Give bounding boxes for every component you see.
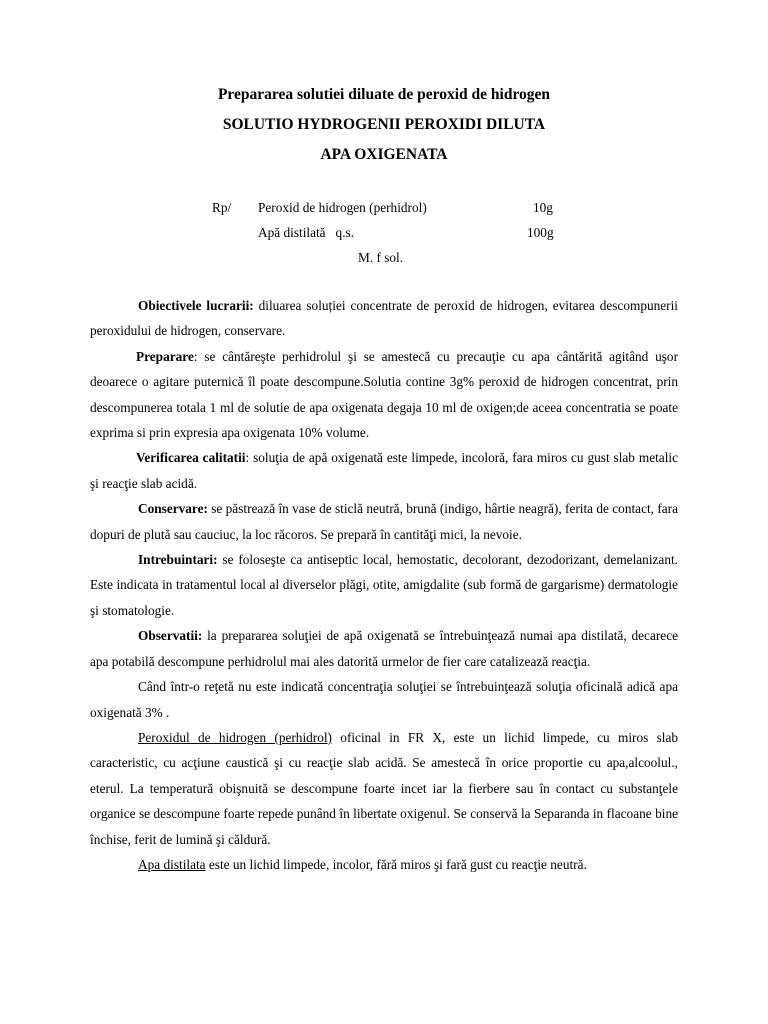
recipe-rp: Rp/ <box>212 200 232 215</box>
paragraph-verificare <box>90 445 678 496</box>
text-apa-distilata: este un lichid limpede, incolor, fără miros şi fară gust cu reacţie neutră. <box>205 856 587 872</box>
label-intrebuintari: Intrebuintari: <box>138 552 218 568</box>
label-apa-distilata: Apa distilata <box>138 856 206 872</box>
text-cand: Când într-o reţetă nu este indicată concentraţia soluţiei se întrebuinţează soluţia oficinală adică apa oxigenată 3% . <box>90 679 678 720</box>
label-verificare: Verificarea calitatii <box>136 450 246 466</box>
text-verificare: : soluţia de apă oxigenată este limpede, incoloră, fara miros cu gust slab metalic şi reacţie slab acidă. <box>90 450 678 491</box>
label-obiective: Obiectivele lucrarii: <box>138 298 254 313</box>
text-observatii: la prepararea soluţiei de apă oxigenată se întrebuinţează numai apa distilată, decarece apa potabilă descompune perhidrolul mai ales datorită urmelor de fier care catalizează reacţia. <box>90 628 678 669</box>
paragraph-cand <box>90 674 678 725</box>
label-preparare: Preparare <box>136 348 194 364</box>
recipe-ingredient-2: Apă distilată q.s. <box>258 225 355 240</box>
subtitle: APA OXIGENATA <box>320 146 448 163</box>
text-obiective: diluarea soluției concentrate de peroxid de hidrogen, evitarea descompunerii peroxidului de hidrogen, conservare. <box>90 298 678 339</box>
recipe-qty-1: 10g <box>533 200 553 215</box>
paragraph-conservare <box>90 496 678 547</box>
recipe-qty-2: 100g <box>527 225 554 240</box>
paragraph-peroxid <box>90 725 678 852</box>
paragraph-apa-distilata <box>90 852 678 877</box>
latin-title: SOLUTIO HYDROGENII PEROXIDI DILUTA <box>222 116 546 133</box>
document-body <box>90 293 678 877</box>
paragraph-preparare <box>90 344 678 446</box>
page-title: Prepararea solutiei diluate de peroxid de hidrogen <box>217 86 551 103</box>
text-peroxid: oficinal in FR X, este un lichid limpede, cu miros slab caracteristic, cu acţiune caustică şi cu reacţie slab acidă. Se amestecă în orice proportie cu apa,alcoolul., eterul. La temperatură obişnuită se descompune foarte incet iar la fierbere sau în contact cu substanţele organice se descompune foarte repede punând în libertate oxigenul. Se conservă la Separanda in flacoane bine închise, ferit de lumină şi căldură. <box>90 729 678 847</box>
recipe-mfsol: M. f sol. <box>358 250 404 265</box>
text-intrebuintari: se foloseşte ca antiseptic local, hemostatic, decolorant, dezodorizant, demelanizant. Este indicata in tratamentul local al diverselor plăgi, otite, amigdalite (sub formă de gargarisme) dermatologie şi stomatologie. <box>90 552 678 618</box>
text-conservare: se păstrează în vase de sticlă neutră, brună (indigo, hârtie neagră), ferita de contact, fara dopuri de plută sau cauciuc, la loc răcoros. Se prepară în cantităţi mici, la nevoie. <box>90 501 678 542</box>
label-conservare: Conservare: <box>138 501 208 517</box>
label-observatii: Observatii: <box>138 628 203 644</box>
paragraph-obiective <box>90 293 678 344</box>
recipe-ingredient-1: Peroxid de hidrogen (perhidrol) <box>258 200 427 215</box>
paragraph-intrebuintari <box>90 547 678 623</box>
text-preparare: : se cântăreşte perhidrolul şi se amestecă cu precauţie cu apa cântărită agitând uşor deoarece o agitare puternică îl poate descompune.Solutia contine 3g% peroxid de hidrogen concentrat, prin descompunerea totala 1 ml de solutie de apa oxigenata degaja 10 ml de oxigen;de aceea concentratia se poate exprima si prin expresia apa oxigenata 10% volume. <box>90 348 678 441</box>
label-peroxid: Peroxidul de hidrogen (perhidrol) <box>138 729 332 745</box>
paragraph-observatii <box>90 623 678 674</box>
